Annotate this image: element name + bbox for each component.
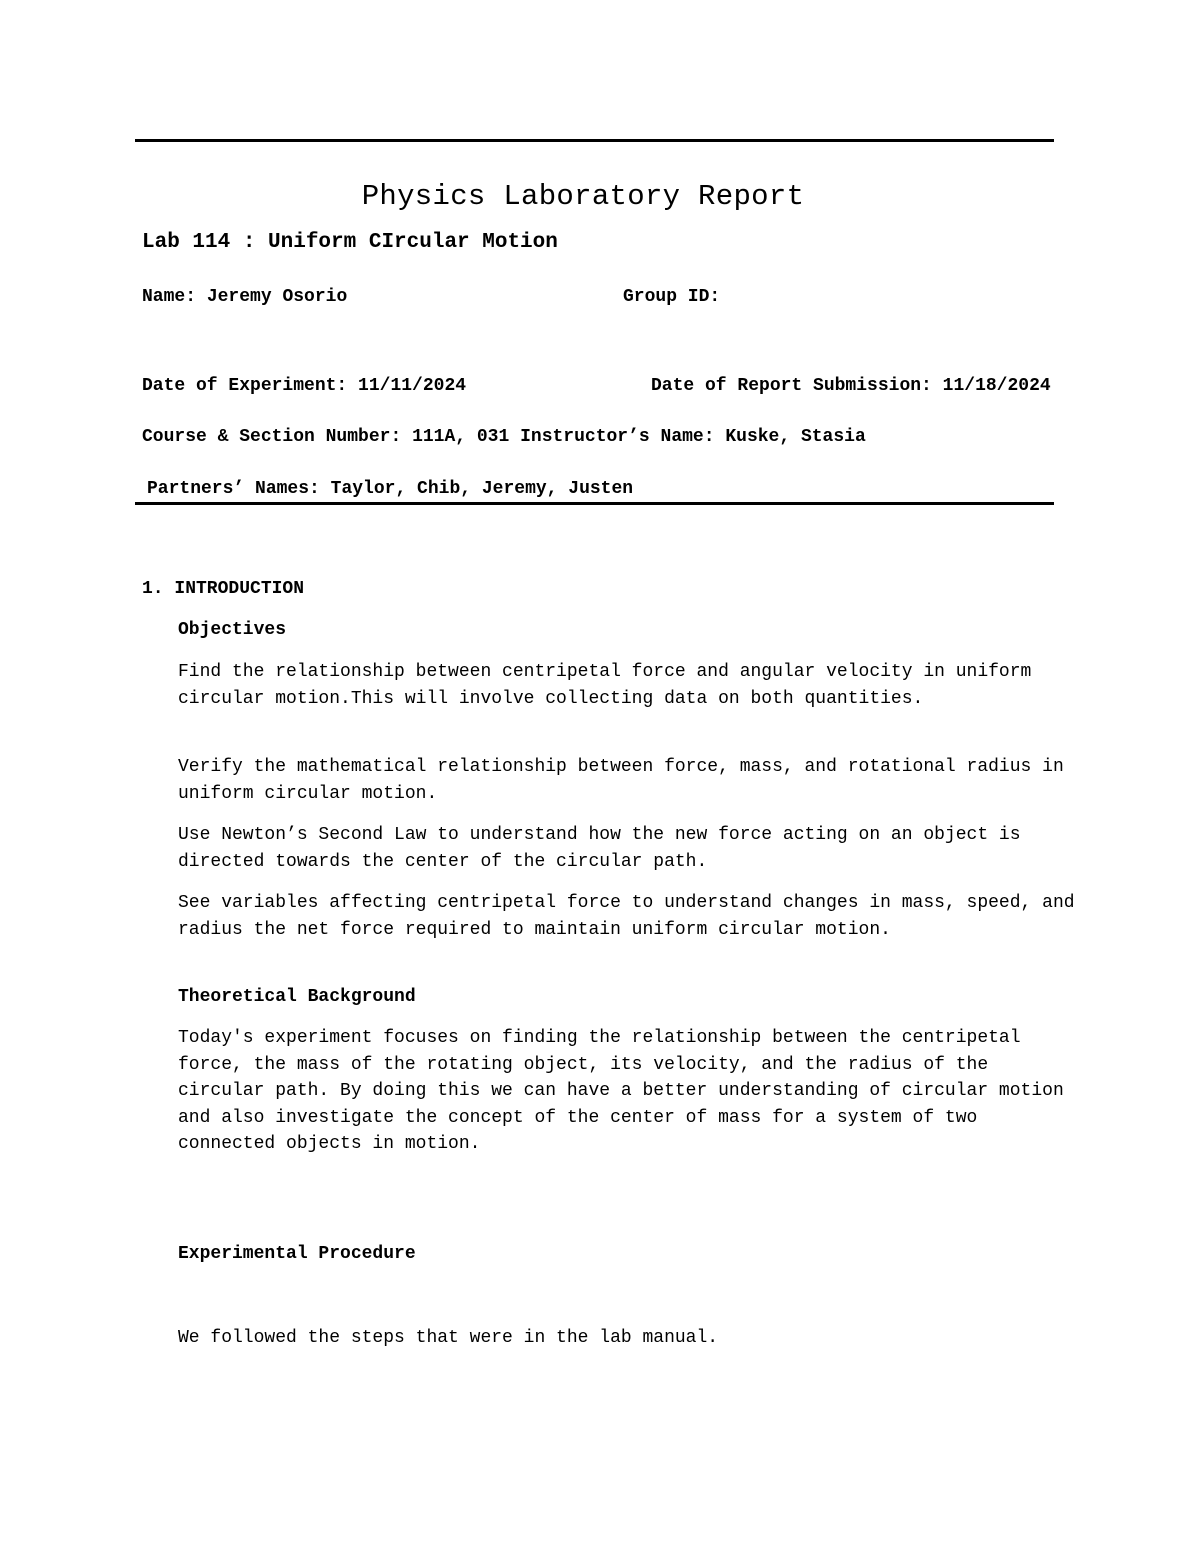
instructor-label: Instructor’s Name:: [520, 427, 715, 447]
date-sub-label: Date of Report Submission:: [651, 376, 932, 396]
procedure-paragraph: We followed the steps that were in the lab manual.: [178, 1328, 719, 1348]
partners-value: Taylor, Chib, Jeremy, Justen: [330, 479, 634, 499]
objective-paragraph: See variables affecting centripetal force to understand changes in mass, speed, and radius the net force required to maintain uniform circular motion.: [178, 893, 1075, 940]
course-value: 111A, 031: [412, 427, 510, 447]
group-label: Group ID:: [623, 287, 721, 307]
lab-title: Lab 114 : Uniform CIrcular Motion: [142, 231, 558, 254]
objectives-heading: Objectives: [178, 620, 287, 640]
course-instructor-line: [142, 427, 866, 447]
date-sub-value: 11/18/2024: [942, 376, 1051, 396]
date-of-experiment: [142, 376, 466, 396]
date-of-submission: [651, 376, 1051, 396]
date-exp-label: Date of Experiment:: [142, 376, 348, 396]
course-label: Course & Section Number:: [142, 427, 402, 447]
header-bottom-divider: [135, 502, 1054, 505]
top-divider: [135, 139, 1054, 142]
procedure-heading: Experimental Procedure: [178, 1244, 416, 1264]
background-heading: Theoretical Background: [178, 987, 416, 1007]
name-field: [142, 287, 347, 307]
group-field: [623, 287, 731, 307]
name-value: Jeremy Osorio: [206, 287, 348, 307]
page-title: Physics Laboratory Report: [361, 180, 805, 213]
objective-paragraph: Verify the mathematical relationship between force, mass, and rotational radius in uniform circular motion.: [178, 757, 1064, 804]
partners-line: [147, 479, 633, 499]
name-label: Name:: [142, 287, 197, 307]
background-paragraph: Today's experiment focuses on finding the relationship between the centripetal force, the mass of the rotating object, its velocity, and the radius of the circular path. By doing this we can have a better understanding of circular motion and also investigate the concept of the center of mass for a system of two connected objects in motion.: [178, 1028, 1064, 1154]
objective-paragraph: Find the relationship between centripetal force and angular velocity in uniform circular motion.This will involve collecting data on both quantities.: [178, 662, 1032, 709]
section-heading-introduction: 1. INTRODUCTION: [142, 579, 305, 599]
partners-label: Partners’ Names:: [147, 479, 320, 499]
date-exp-value: 11/11/2024: [358, 376, 467, 396]
instructor-value: Kuske, Stasia: [725, 427, 866, 447]
objective-paragraph: Use Newton’s Second Law to understand how the new force acting on an object is directed towards the center of the circular path.: [178, 825, 1021, 872]
